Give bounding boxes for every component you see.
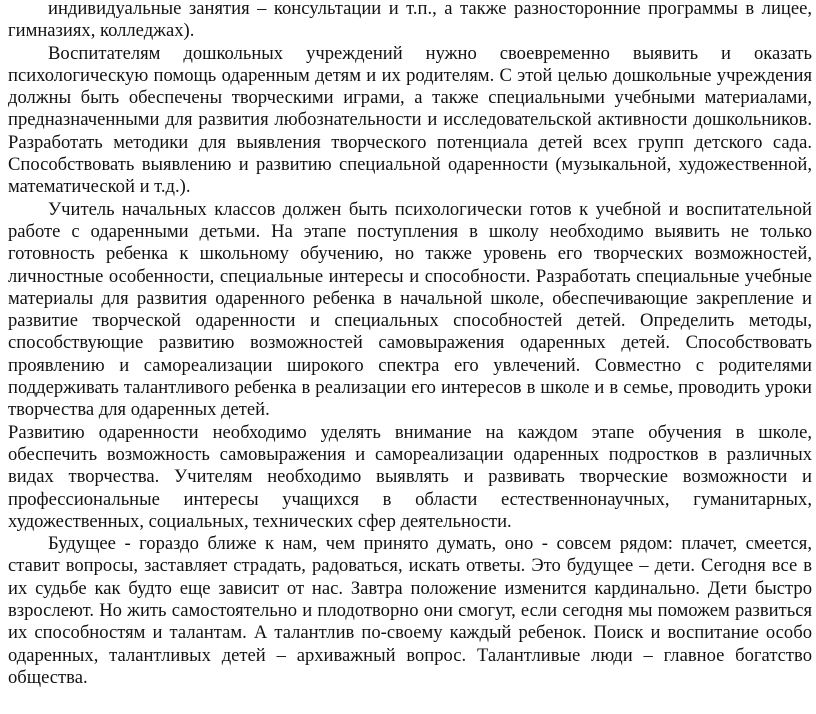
paragraph-primary-teacher: Учитель начальных классов должен быть психологически готов к учебной и воспитательной работе с одаренными детьми. На этапе поступления в школу необходимо выявить не только готовность ребенка к школьному обучению, но также уровень его творческих возможностей, личностные особенности, специальные интересы и способности. Разработать специальные учебные материалы для развития одаренного ребенка в начальной школе, обеспечивающие закрепление и развитие творческой одаренности и специальных способностей детей. Определить методы, способствующие развитию возможностей самовыражения одаренных детей. Способствовать проявлению и самореализации широкого спектра его увлечений. Совместно с родителями поддерживать талантливого ребенка в реализации его интересов в школе и в семье, проводить уроки творчества для одаренных детей.: [8, 198, 812, 421]
paragraph-preschool-educators: Воспитателям дошкольных учреждений нужно своевременно выявить и оказать психологическую помощь одаренным детям и их родителям. С этой целью дошкольные учреждения должны быть обеспечены творческими играми, а также специальными учебными материалами, предназначенными для развития любознательности и исследовательской активности дошкольников. Разработать методики для выявления творческого потенциала детей всех групп детского сада. Способствовать выявлению и развитию специальной одаренности (музыкальной, художественной, математической и т.д.).: [8, 42, 812, 198]
paragraph-future-children: Будущее - гораздо ближе к нам, чем принято думать, оно - совсем рядом: плачет, смеется, ставит вопросы, заставляет страдать, радоваться, искать ответы. Это будущее – дети. Сегодня все в их судьбе как будто еще зависит от нас. Завтра положение изменится кардинально. Дети быстро взрослеют. Но жить самостоятельно и плодотворно они смогут, если сегодня мы поможем развиться их способностям и талантам. А талантлив по-своему каждый ребенок. Поиск и воспитание особо одаренных, талантливых детей – архиважный вопрос. Талантливые люди – главное богатство общества.: [8, 533, 812, 688]
paragraph-continuation: индивидуальные занятия – консультации и т.п., а также разносторонние программы в лицее, гимназиях, колледжах).: [8, 0, 812, 42]
paragraph-giftedness-development: Развитию одаренности необходимо уделять внимание на каждом этапе обучения в школе, обеспечить возможность самовыражения и самореализации одаренных подростков в различных видах творчества. Учителям необходимо выявлять и развивать творческие возможности и профессиональные интересы учащихся в области естественнонаучных, гуманитарных, художественных, социальных, технических сфер деятельности.: [8, 421, 812, 532]
